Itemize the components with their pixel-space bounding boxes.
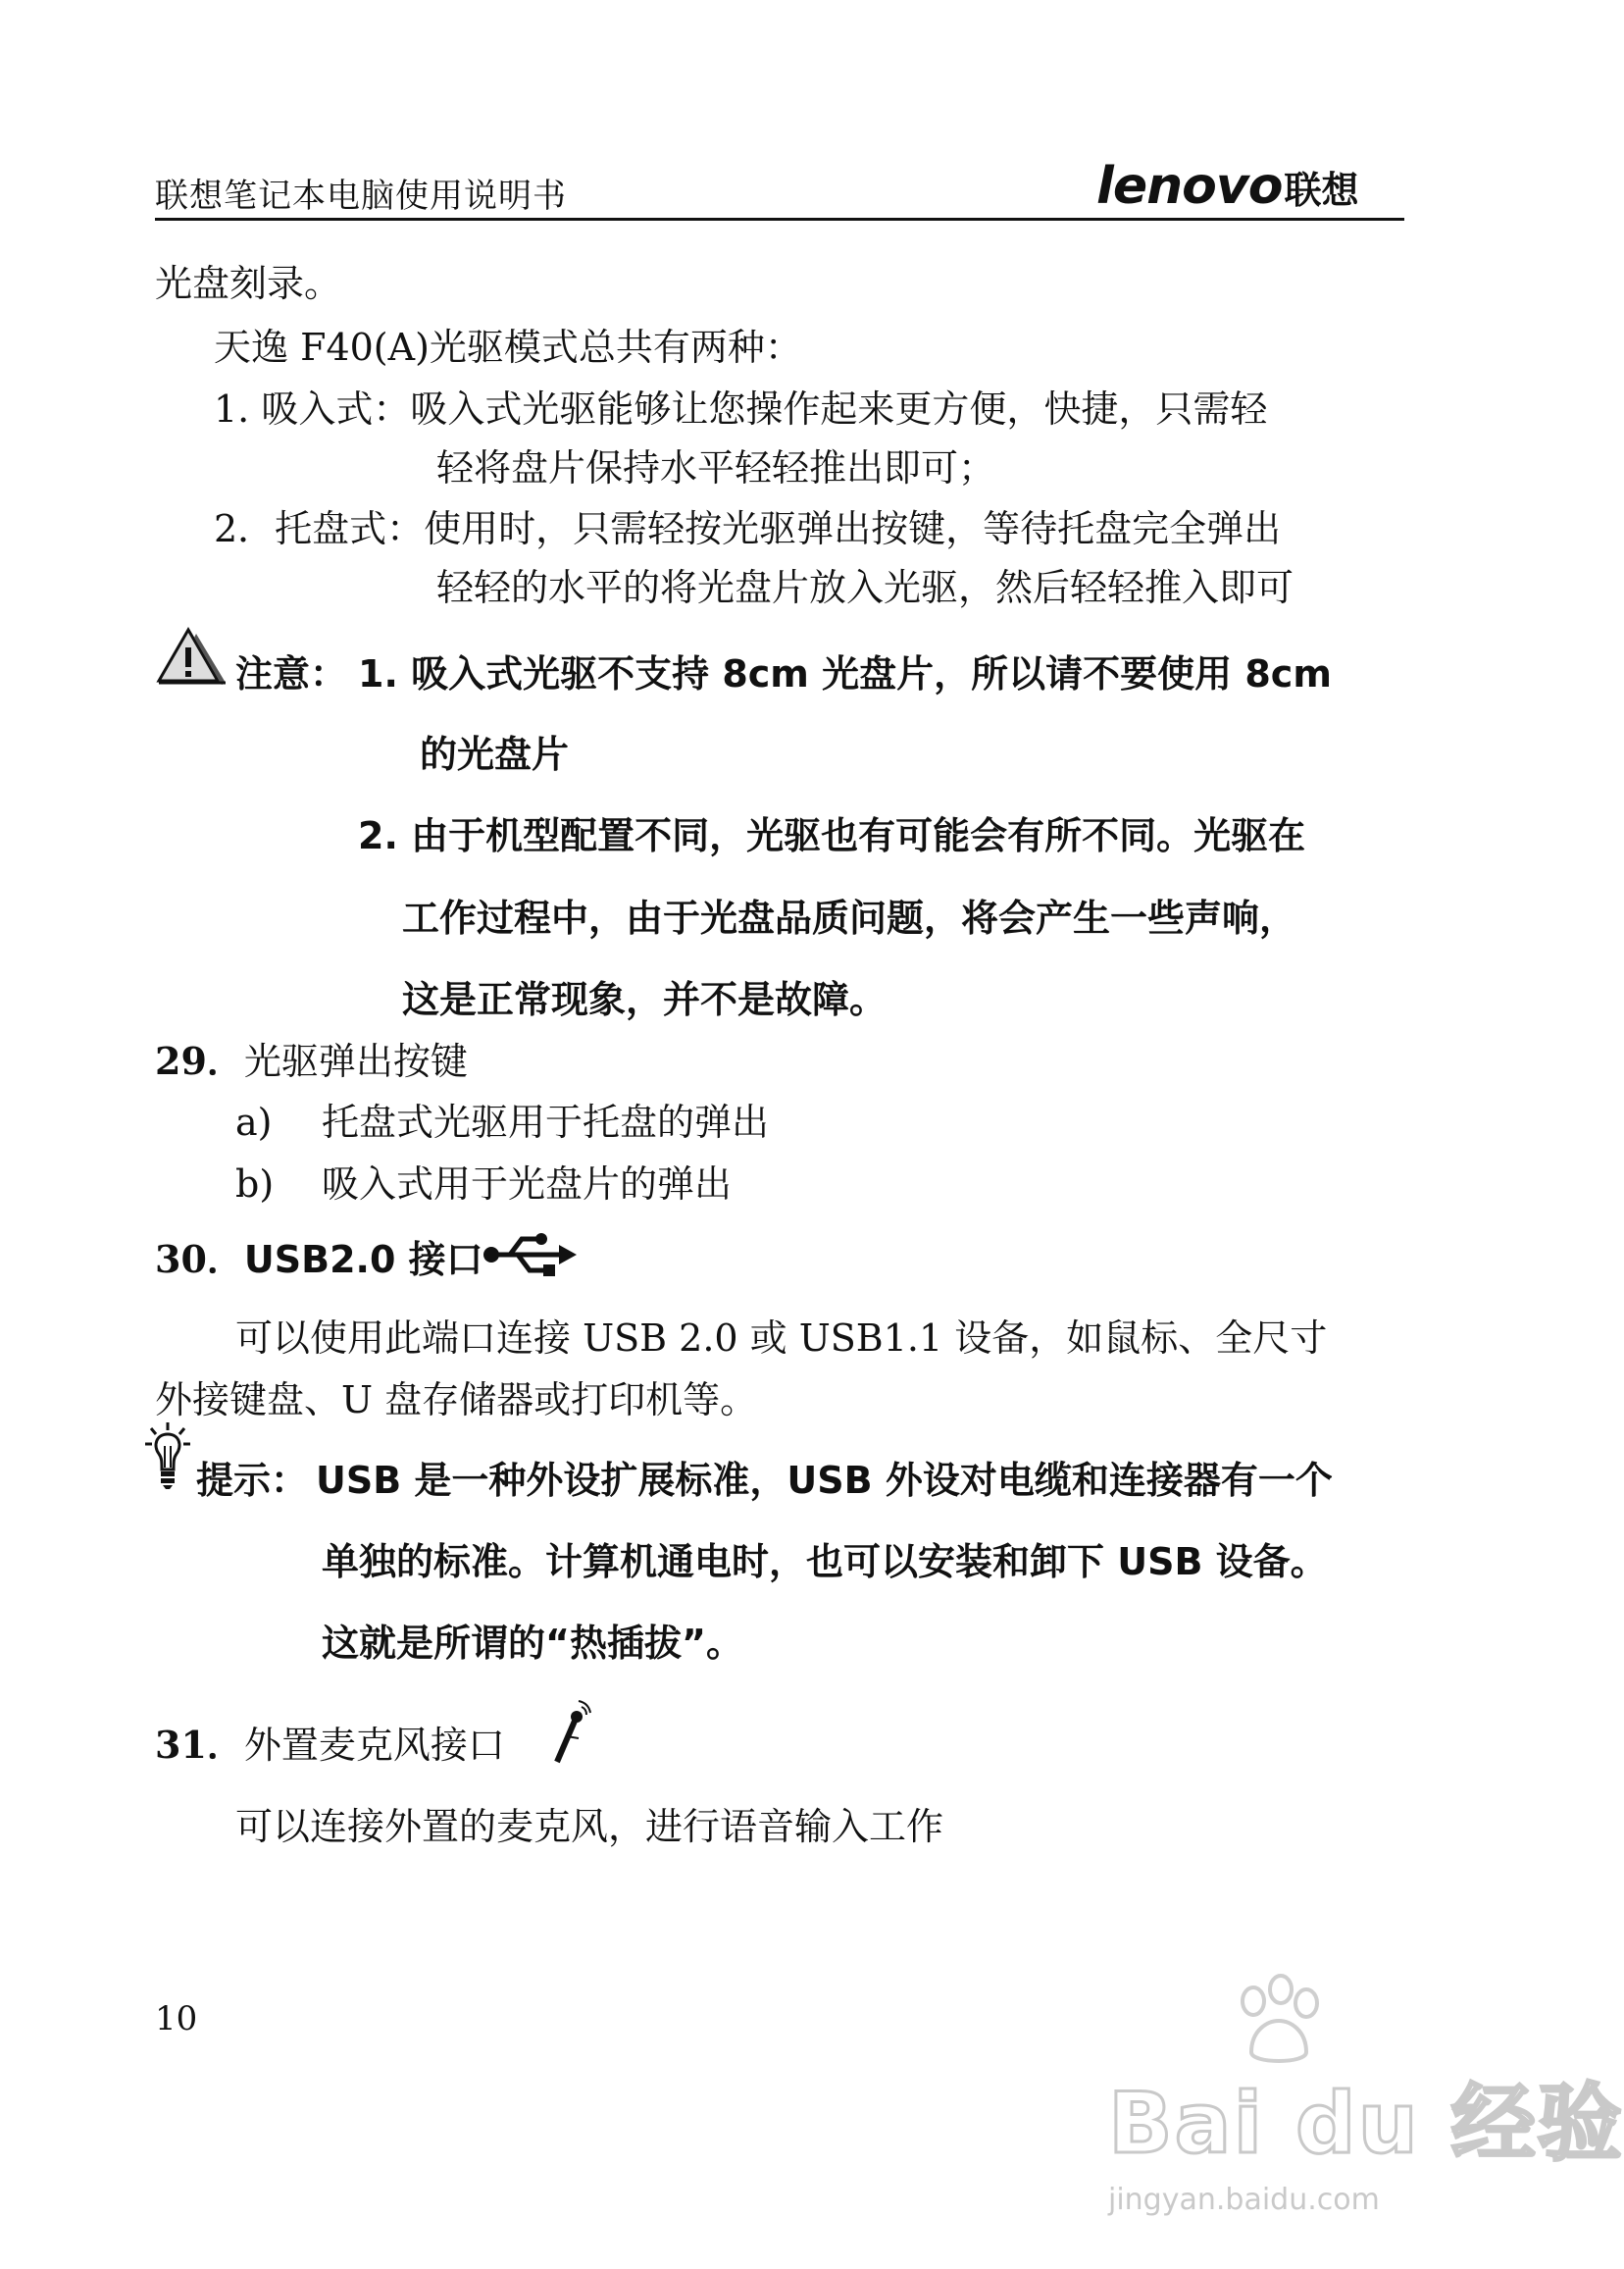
- watermark-logo: Bai du 经验: [1108, 2075, 1624, 2173]
- tip-line1: USB 是一种外设扩展标准，USB 外设对电缆和连接器有一个: [316, 1459, 1333, 1502]
- page-number: 10: [155, 1999, 198, 2038]
- microphone-icon: [549, 1697, 598, 1768]
- note-label: 注意：: [235, 652, 348, 696]
- note1-line2: 的光盘片: [420, 733, 570, 776]
- paragraph-intro: 天逸 F40(A)光驱模式总共有两种：: [214, 326, 802, 369]
- lenovo-logo-cn: 联想: [1284, 169, 1359, 212]
- mode2-line1: 2．托盘式：使用时，只需轻按光驱弹出按键，等待托盘完全弹出: [214, 507, 1282, 550]
- tip-line2: 单独的标准。计算机通电时，也可以安装和卸下 USB 设备。: [322, 1540, 1328, 1583]
- lightbulb-tip-icon: [143, 1420, 192, 1491]
- note2-line3: 这是正常现象，并不是故障。: [402, 978, 888, 1021]
- section31-heading: 31．外置麦克风接口: [155, 1723, 505, 1767]
- section30-heading: 30．USB2.0 接口: [155, 1237, 483, 1281]
- mode1-line2: 轻将盘片保持水平轻轻推出即可；: [436, 446, 996, 490]
- tip-label: 提示：: [196, 1459, 309, 1502]
- tip-line3: 这就是所谓的“热插拔”。: [322, 1622, 743, 1665]
- section29-item-a-marker: a): [235, 1101, 273, 1144]
- section29-heading: 29．光驱弹出按键: [155, 1039, 468, 1083]
- usb-icon: [482, 1231, 579, 1278]
- section30-title: USB2.0 接口: [243, 1238, 483, 1281]
- section31-para: 可以连接外置的麦克风，进行语音输入工作: [235, 1805, 944, 1848]
- section31-number: 31: [155, 1723, 207, 1767]
- mode1-line1: 1. 吸入式：吸入式光驱能够让您操作起来更方便，快捷，只需轻: [214, 387, 1268, 431]
- section30-para-line2: 外接键盘、U 盘存储器或打印机等。: [155, 1378, 758, 1421]
- lenovo-logo: [1096, 157, 1358, 216]
- warning-triangle-icon: [155, 626, 229, 687]
- watermark-url: jingyan.baidu.com: [1108, 2183, 1380, 2217]
- note1-line1: 1. 吸入式光驱不支持 8cm 光盘片，所以请不要使用 8cm: [358, 652, 1332, 696]
- section31-title: 外置麦克风接口: [243, 1724, 505, 1767]
- note2-line2: 工作过程中，由于光盘品质问题，将会产生一些声响，: [402, 897, 1297, 940]
- header-divider: [155, 218, 1404, 221]
- document-title: 联想笔记本电脑使用说明书: [155, 177, 567, 216]
- mode2-line2: 轻轻的水平的将光盘片放入光驱，然后轻轻推入即可: [436, 566, 1294, 609]
- section29-item-b-marker: b): [235, 1162, 275, 1206]
- section29-item-a: 托盘式光驱用于托盘的弹出: [322, 1101, 770, 1144]
- note2-line1: 2. 由于机型配置不同，光驱也有可能会有所不同。光驱在: [358, 814, 1306, 857]
- lenovo-logo-text: lenovo: [1096, 157, 1283, 216]
- section30-number: 30: [155, 1237, 207, 1281]
- section29-title: 光驱弹出按键: [243, 1040, 468, 1083]
- section29-number: 29: [155, 1039, 207, 1083]
- paragraph-cd-burn: 光盘刻录。: [155, 262, 342, 305]
- section29-item-b: 吸入式用于光盘片的弹出: [322, 1162, 733, 1206]
- section30-para-line1: 可以使用此端口连接 USB 2.0 或 USB1.1 设备，如鼠标、全尺寸: [235, 1316, 1328, 1360]
